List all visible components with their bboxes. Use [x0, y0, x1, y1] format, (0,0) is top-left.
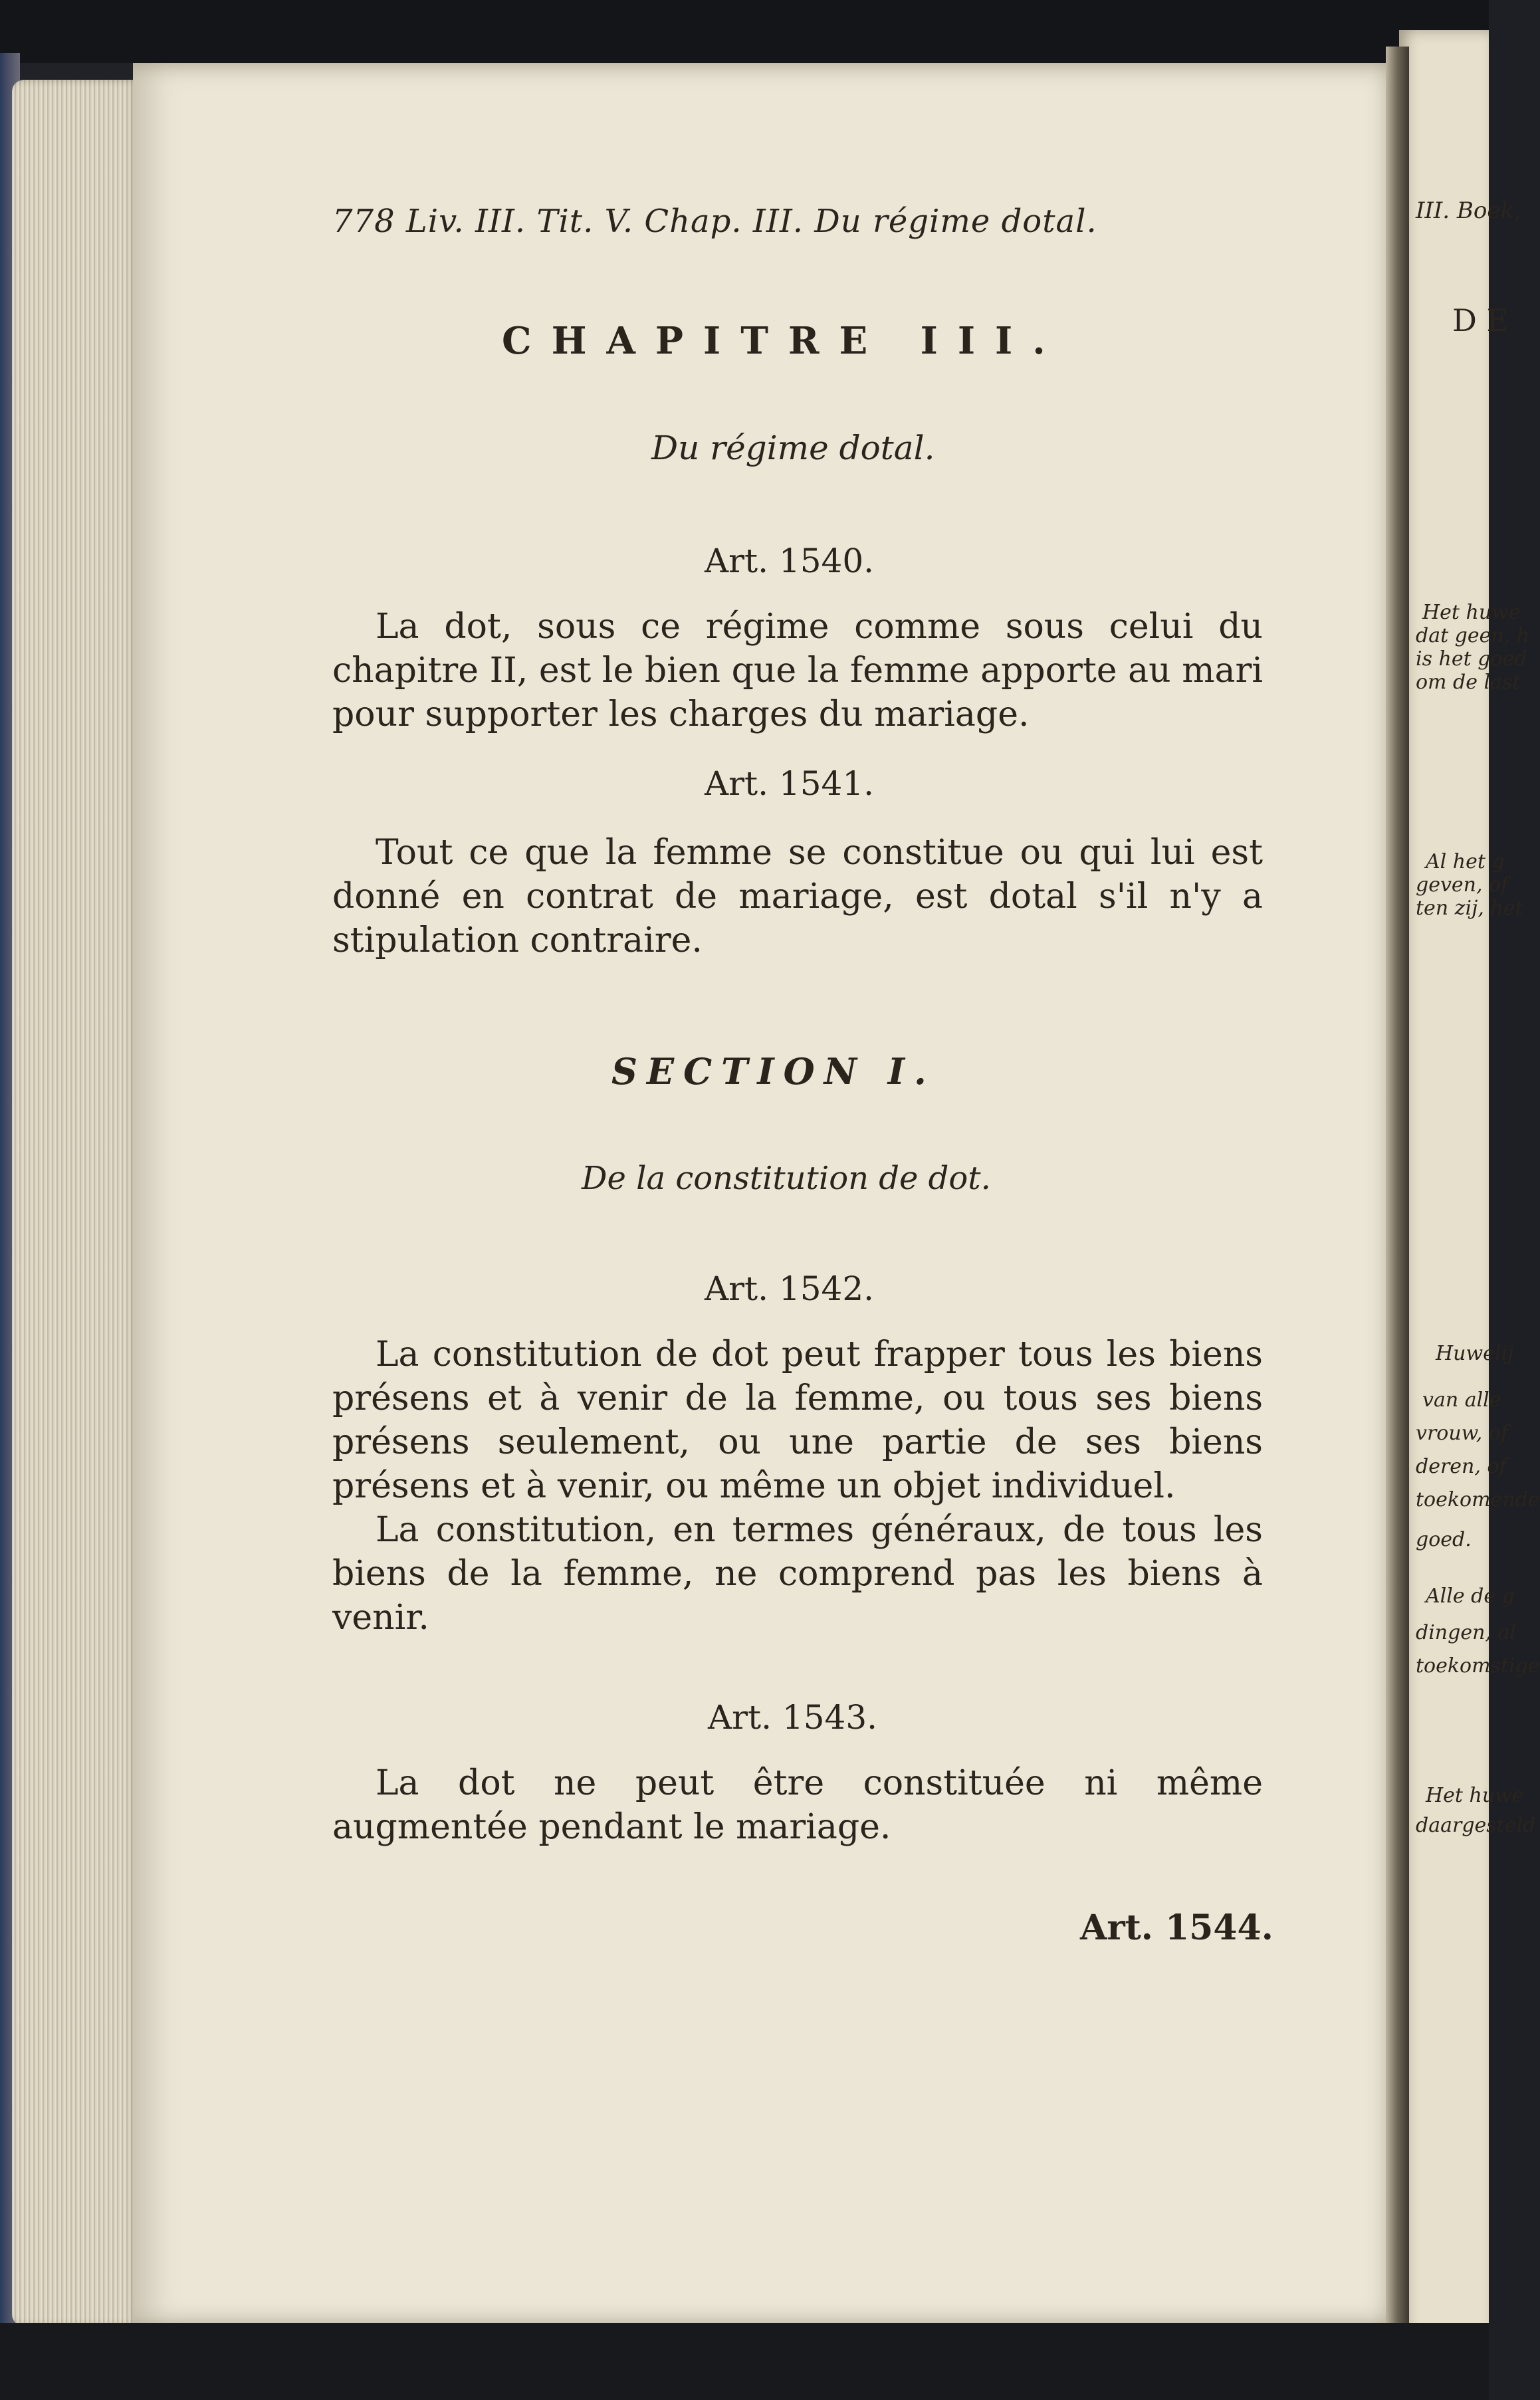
facing-page-text: dingen, al: [1416, 1621, 1516, 1644]
section-subtitle: De la constitution de dot.: [582, 1160, 991, 1197]
book-cover-bottom: [0, 2323, 1489, 2400]
facing-page-text: om de last: [1416, 671, 1521, 694]
running-head: 778 Liv. III. Tit. V. Chap. III. Du régime dotal.: [332, 203, 1097, 240]
facing-page-text: ten zij, het: [1416, 897, 1523, 920]
article-paragraph: Tout ce que la femme se constitue ou qui lui est donné en contrat de mariage, est dotal s'il n'y a stipulation contraire.: [332, 833, 1263, 960]
article-paragraph: La dot ne peut être constituée ni même augmentée pendant le mariage.: [332, 1763, 1263, 1847]
section-title: SECTION I.: [611, 1050, 936, 1093]
facing-page-text: vrouw, of: [1416, 1422, 1509, 1445]
page-block-edges: [12, 80, 138, 2326]
chapter-subtitle: Du régime dotal.: [651, 429, 935, 467]
facing-page-text: Al het g: [1426, 850, 1505, 873]
book-cover-top: [0, 0, 1489, 63]
facing-page: [1399, 30, 1489, 2343]
facing-page-text: Alle de g: [1426, 1584, 1515, 1608]
facing-page-text: Het huwe: [1422, 601, 1521, 624]
book-gutter: [1386, 47, 1409, 2333]
facing-page-text: Het huwe: [1426, 1784, 1524, 1807]
facing-page-text: is het goed: [1416, 647, 1527, 671]
article-paragraph: La dot, sous ce régime comme sous celui du chapitre II, est le bien que la femme apporte au mari pour supporter les charges du mariage.: [332, 607, 1263, 734]
article-number: Art. 1543.: [708, 1698, 878, 1737]
article-number: Art. 1541.: [705, 764, 875, 803]
facing-page-text: goed.: [1416, 1528, 1472, 1551]
facing-page-text: III. Boek,: [1416, 197, 1521, 224]
facing-page-text: deren, of: [1416, 1455, 1507, 1478]
facing-page-text: D E: [1452, 302, 1509, 338]
article-number: Art. 1540.: [705, 542, 875, 580]
catchword: Art. 1544.: [1080, 1908, 1273, 1948]
article-text: [332, 831, 1263, 962]
article-paragraph: La constitution de dot peut frapper tous les biens présens et à venir de la femme, ou tous ses biens présens seulement, ou une partie de ses biens présens et à venir, ou même un objet individuel.: [332, 1335, 1263, 1506]
facing-page-text: toekomstige: [1416, 1654, 1540, 1678]
facing-page-text: van alle: [1422, 1388, 1501, 1412]
article-text: [332, 1761, 1263, 1849]
article-paragraph: La constitution, en termes généraux, de tous les biens de la femme, ne comprend pas les biens à venir.: [332, 1510, 1263, 1638]
chapter-title: CHAPITRE III.: [502, 319, 1065, 363]
article-text: [332, 605, 1263, 736]
facing-page-text: Huwelij: [1436, 1342, 1514, 1365]
article-number: Art. 1542.: [705, 1269, 875, 1308]
facing-page-text: geven, of: [1416, 873, 1509, 897]
facing-page-text: daargesteld: [1416, 1814, 1536, 1837]
facing-page-text: toekomende: [1416, 1488, 1540, 1511]
facing-page-text: dat geen, h: [1416, 624, 1530, 647]
article-text: [332, 1333, 1263, 1640]
